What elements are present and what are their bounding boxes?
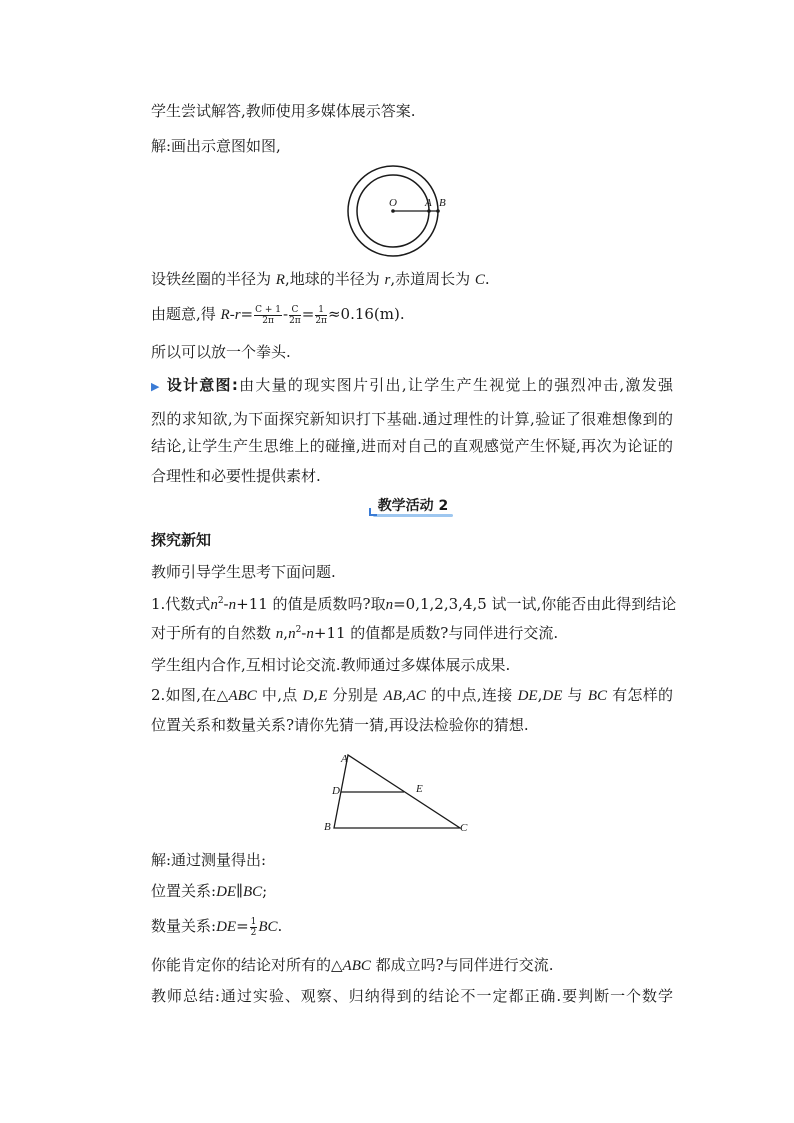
text-student-attempt: 学生尝试解答,教师使用多媒体展示答案.: [151, 102, 416, 120]
fraction-2: $\frac{C}{2\pi}$: [289, 304, 301, 326]
triangle-diagram: [318, 750, 478, 835]
circle-diagram: [340, 164, 450, 259]
text-variable-def: 设铁丝圈的半径为 R,地球的半径为 r,赤道周长为 C.: [151, 270, 490, 288]
design-intent-line-2: 烈的求知欲,为下面探究新知识打下基础.通过理性的计算,验证了很难想像到的: [151, 410, 673, 428]
question-1-line-1: 1.代数式$n^2-n+11$ 的值是质数吗?取n=0,1,2,3,4,5 试一试,你能否由此得到结论: [151, 595, 677, 613]
text-teacher-summary: 教师总结:通过实验、观察、归纳得到的结论不一定都正确.要判断一个数学: [151, 987, 673, 1005]
triangle-bullet-icon: ▶: [151, 380, 161, 393]
text-verify-question: 你能肯定你的结论对所有的△ABC 都成立吗?与同伴进行交流.: [151, 956, 554, 974]
text-measurement: 解:通过测量得出:: [151, 851, 267, 869]
label-o: O: [389, 197, 397, 209]
label-b: B: [324, 821, 331, 833]
text-quantity-relation: 数量关系:DE= $\frac{1}{2}$ BC.: [151, 916, 283, 938]
point-b: [436, 209, 440, 213]
question-1-line-2: 对于所有的自然数 $n,n^2-n+11$ 的值都是质数?与同伴进行交流.: [151, 624, 559, 642]
design-intent-line-3: 结论,让学生产生思维上的碰撞,进而对自己的直观感觉产生怀疑,再次为论证的: [151, 437, 673, 455]
label-c: C: [460, 822, 468, 834]
point-a: [427, 209, 431, 213]
activity-title-badge: 教学活动 2: [369, 495, 457, 517]
text-teacher-guide: 教师引导学生思考下面问题.: [151, 563, 336, 581]
design-intent-label: 设计意图:: [166, 376, 238, 394]
fraction-3: $\frac{1}{2\pi}$: [315, 304, 327, 326]
text-position-relation: 位置关系:DE∥BC;: [151, 882, 268, 900]
text-conclusion-fist: 所以可以放一个拳头.: [151, 343, 291, 361]
question-2-line-1: 2.如图,在△ABC 中,点 D,E 分别是 AB,AC 的中点,连接 DE,DE 与 BC 有怎样的: [151, 686, 673, 704]
label-a: A: [425, 197, 432, 209]
point-o: [391, 209, 395, 213]
fraction-half: $\frac{1}{2}$: [250, 916, 257, 938]
label-e: E: [416, 783, 423, 795]
fraction-1: $\frac{C + 1}{2\pi}$: [255, 304, 281, 326]
text-group-discussion: 学生组内合作,互相讨论交流.教师通过多媒体展示成果.: [151, 656, 511, 674]
design-intent-line-4: 合理性和必要性提供素材.: [151, 467, 321, 485]
question-2-line-2: 位置关系和数量关系?请你先猜一猜,再设法检验你的猜想.: [151, 716, 529, 734]
label-a: A: [341, 753, 348, 765]
design-intent-line-1: ▶ 设计意图:由大量的现实图片引出,让学生产生视觉上的强烈冲击,激发强: [151, 376, 673, 394]
text-solution-intro: 解:画出示意图如图,: [151, 137, 281, 155]
section-title: 探究新知: [151, 531, 212, 549]
label-d: D: [332, 785, 340, 797]
text-equation: 由题意,得 R-r= $\frac{C + 1}{2\pi}$ - $\frac{C}{2\pi}$ = $\frac{1}{2\pi}$ ≈0.16(m).: [151, 304, 405, 326]
label-b: B: [439, 197, 446, 209]
